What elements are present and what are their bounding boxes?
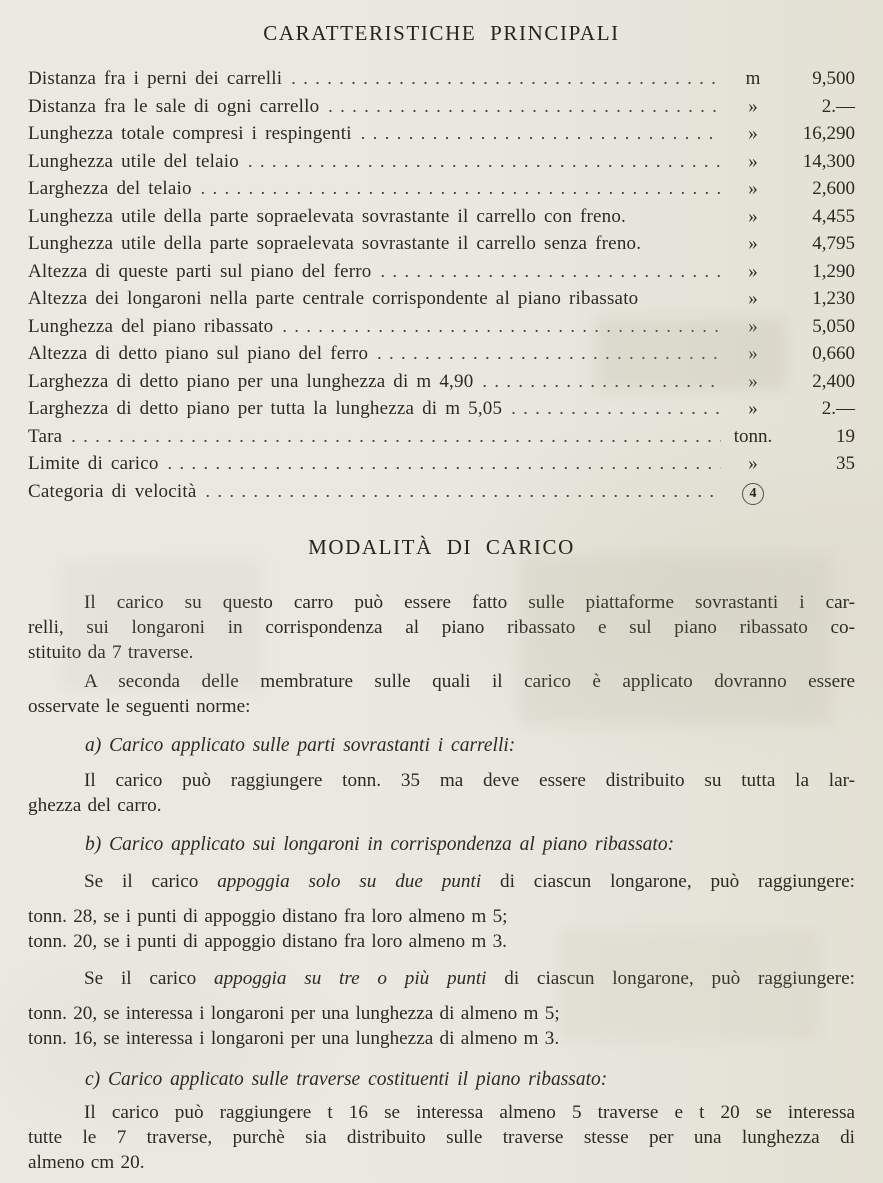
- text-segment-italic: appoggia su tre o più punti: [213, 968, 487, 989]
- spec-value: 2.—: [821, 398, 855, 419]
- spec-label: Distanza fra i perni dei carrelli: [28, 68, 283, 89]
- spec-unit: »: [748, 370, 758, 392]
- spec-label: Lunghezza del piano ribassato: [28, 315, 274, 337]
- text-segment: Se il carico: [84, 871, 218, 892]
- paragraph-line: ghezza del carro.: [28, 795, 162, 816]
- spec-unit: m: [745, 68, 761, 89]
- spec-label: Lunghezza totale compresi i respingenti: [28, 123, 352, 144]
- spec-row-categoria-velocita: [28, 481, 855, 509]
- spec-row-tara: [28, 426, 855, 454]
- spec-label: Tara: [28, 425, 63, 447]
- text-segment-italic: appoggia solo su due punti: [217, 871, 482, 892]
- spec-row-larghezza-490: [28, 371, 855, 399]
- spec-row-larghezza-telaio: [28, 178, 855, 206]
- spec-unit: tonn.: [733, 425, 773, 447]
- paragraph-line: stituito da 7 traverse.: [28, 642, 194, 663]
- spec-label: Larghezza di detto piano per una lunghezza di m 4,90: [28, 370, 474, 392]
- dotted-leader: [482, 371, 721, 393]
- spec-value: 2,600: [812, 178, 855, 199]
- paragraph-line: A seconda delle membrature sulle quali il carico è applicato dovranno essere: [84, 671, 855, 692]
- spec-row-limite-carico: [28, 453, 855, 481]
- spec-row-distanza-perni: [28, 68, 855, 96]
- dotted-leader: [71, 426, 721, 448]
- item-a-heading: a) Carico applicato sulle parti sovrastanti i carrelli:: [85, 735, 516, 756]
- spec-unit: »: [748, 260, 758, 282]
- dotted-leader: [377, 343, 721, 365]
- item-c-heading: c) Carico applicato sulle traverse costituenti il piano ribassato:: [85, 1069, 608, 1090]
- text-segment: Se il carico: [84, 968, 214, 989]
- spec-unit: »: [748, 205, 758, 227]
- spec-value: 2.—: [821, 95, 855, 117]
- rule-line: tonn. 16, se interessa i longaroni per una lunghezza di almeno m 3.: [28, 1028, 560, 1049]
- rule-line: tonn. 20, se i punti di appoggio distano fra loro almeno m 3.: [28, 931, 507, 952]
- spec-unit: [725, 481, 781, 505]
- spec-value: 9,500: [812, 68, 855, 89]
- spec-value: 1,290: [812, 260, 855, 282]
- spec-unit: »: [748, 178, 758, 199]
- dotted-leader: [168, 453, 721, 475]
- spec-label: Lunghezza utile della parte sopraelevata sovrastante il carrello senza freno.: [28, 233, 642, 254]
- spec-row-altezza-longaroni: [28, 288, 855, 316]
- paragraph-line-due-punti: [28, 869, 855, 894]
- spec-row-altezza-detto-piano: [28, 343, 855, 371]
- spec-list: [28, 68, 855, 508]
- spec-label: Categoria di velocità: [28, 480, 197, 502]
- spec-row-altezza-parti: [28, 261, 855, 289]
- spec-label: Altezza dei longaroni nella parte centrale corrispondente al piano ribassato: [28, 288, 639, 309]
- dotted-leader: [248, 151, 721, 173]
- spec-row-sopraelevata-senza-freno: [28, 233, 855, 261]
- spec-unit: »: [748, 398, 758, 419]
- spec-label: Larghezza di detto piano per tutta la lunghezza di m 5,05: [28, 398, 503, 419]
- spec-unit: »: [748, 95, 758, 117]
- paragraph-line: tutte le 7 traverse, purchè sia distribuito sulle traverse stesse per una lunghezza di: [28, 1127, 855, 1148]
- paragraph-line: Il carico può raggiungere t 16 se interessa almeno 5 traverse e t 20 se interessa: [84, 1102, 855, 1123]
- spec-label: Larghezza del telaio: [28, 178, 192, 199]
- dotted-leader: [291, 68, 721, 90]
- spec-label: Lunghezza utile della parte sopraelevata sovrastante il carrello con freno.: [28, 205, 627, 227]
- spec-value: 1,230: [812, 288, 855, 309]
- spec-value: 4,455: [812, 205, 855, 227]
- spec-unit: »: [748, 343, 758, 364]
- spec-value: 19: [836, 425, 855, 447]
- dotted-leader: [201, 178, 721, 200]
- dotted-leader: [381, 261, 721, 283]
- spec-value: 2,400: [812, 370, 855, 392]
- section-title-caratteristiche: CARATTERISTICHE PRINCIPALI: [263, 21, 620, 45]
- dotted-leader: [282, 316, 721, 338]
- paragraph-line: Il carico su questo carro può essere fatto sulle piattaforme sovrastanti i car-: [84, 592, 855, 613]
- section-title-modalita: MODALITÀ DI CARICO: [308, 535, 575, 559]
- spec-label: Distanza fra le sale di ogni carrello: [28, 95, 320, 117]
- spec-label: Altezza di queste parti sul piano del ferro: [28, 260, 372, 282]
- dotted-leader: [511, 398, 721, 420]
- spec-label: Lunghezza utile del telaio: [28, 150, 239, 172]
- spec-value: 35: [836, 453, 855, 474]
- rule-line: tonn. 20, se interessa i longaroni per una lunghezza di almeno m 5;: [28, 1003, 560, 1024]
- spec-unit: »: [748, 315, 758, 337]
- spec-label: Limite di carico: [28, 453, 159, 474]
- paragraph-line: almeno cm 20.: [28, 1152, 145, 1173]
- paragraph-line: Il carico può raggiungere tonn. 35 ma deve essere distribuito su tutta la lar-: [84, 770, 855, 791]
- spec-row-larghezza-505: [28, 398, 855, 426]
- item-b-heading: b) Carico applicato sui longaroni in corrispondenza al piano ribassato:: [85, 834, 675, 855]
- paragraph-line: osservate le seguenti norme:: [28, 696, 251, 717]
- spec-value: 16,290: [802, 123, 855, 144]
- text-segment: di ciascun longarone, può raggiungere:: [481, 871, 856, 892]
- spec-unit: »: [748, 288, 758, 309]
- spec-unit: »: [748, 150, 758, 172]
- spec-label: Altezza di detto piano sul piano del ferro: [28, 343, 369, 364]
- spec-value: 4,795: [812, 233, 855, 254]
- rule-line: tonn. 28, se i punti di appoggio distano fra loro almeno m 5;: [28, 906, 508, 927]
- paragraph-line-tre-punti: [28, 966, 855, 991]
- spec-value: 5,050: [812, 315, 855, 337]
- spec-row-sopraelevata-con-freno: [28, 206, 855, 234]
- spec-value: 14,300: [802, 150, 855, 172]
- category-circled-value: 4: [742, 483, 764, 505]
- spec-unit: »: [748, 233, 758, 254]
- spec-unit: »: [748, 123, 758, 144]
- dotted-leader: [328, 96, 721, 118]
- spec-row-distanza-sale: [28, 96, 855, 124]
- dotted-leader: [205, 481, 721, 503]
- spec-row-lunghezza-totale: [28, 123, 855, 151]
- paragraph-line: relli, sui longaroni in corrispondenza al piano ribassato e sul piano ribassato co-: [28, 617, 855, 638]
- dotted-leader: [361, 123, 721, 145]
- spec-unit: »: [748, 453, 758, 474]
- spec-value: 0,660: [812, 343, 855, 364]
- spec-row-lunghezza-utile-telaio: [28, 151, 855, 179]
- text-segment: di ciascun longarone, può raggiungere:: [486, 968, 855, 989]
- spec-row-lunghezza-piano-ribassato: [28, 316, 855, 344]
